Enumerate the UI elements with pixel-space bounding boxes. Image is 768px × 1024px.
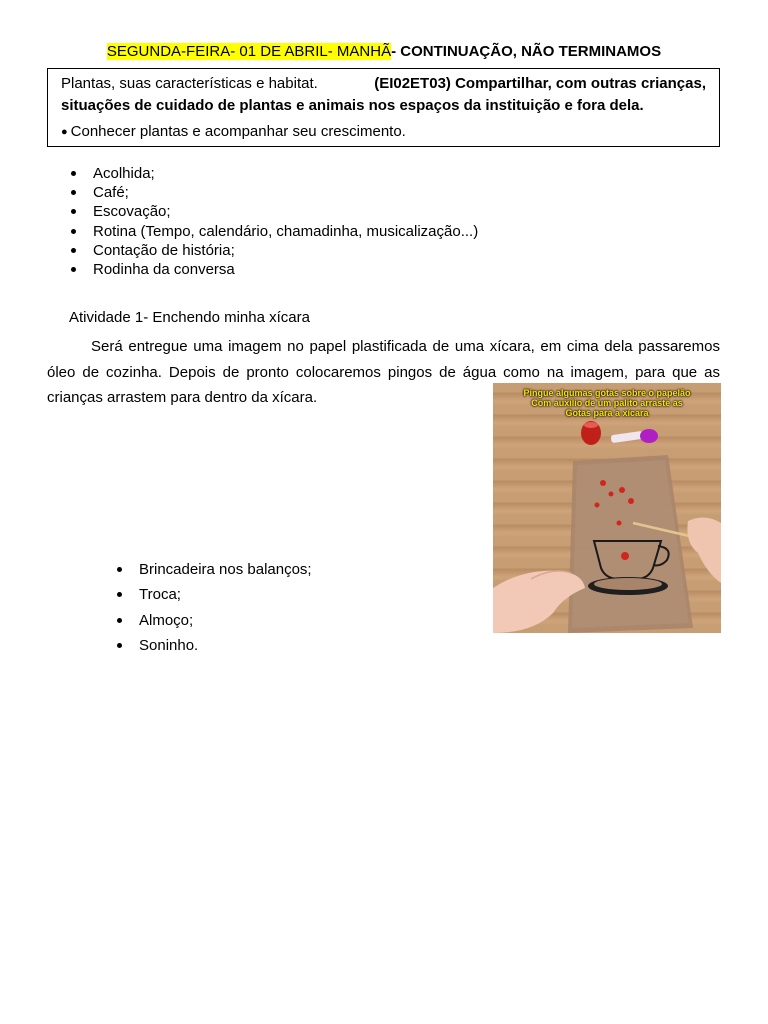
list-item: Rodinha da conversa — [47, 260, 478, 279]
list-item: Contação de história; — [47, 241, 478, 260]
activity-photo-illustration — [493, 383, 721, 633]
list-item: Acolhida; — [47, 164, 478, 183]
droplet — [617, 521, 622, 526]
list-item: Café; — [47, 183, 478, 202]
photo-caption-line-2: Com auxílio de um palito arraste as — [531, 398, 683, 408]
objective-intro: Plantas, suas características e habitat. — [61, 75, 318, 92]
title-date-highlight: SEGUNDA-FEIRA- 01 DE ABRIL- MANHÃ — [106, 43, 392, 60]
activity-title: Atividade 1- Enchendo minha xícara — [69, 309, 310, 326]
saucer-inner — [594, 578, 662, 590]
objective-bullet-text: Conhecer plantas e acompanhar seu crescimento. — [70, 123, 406, 140]
droplet — [595, 503, 600, 508]
droplet — [621, 552, 629, 560]
dropper-bulb — [640, 429, 658, 443]
afternoon-list — [93, 560, 312, 661]
objective-row-1 — [61, 73, 706, 95]
title-separator: - — [391, 43, 397, 60]
list-item: Rotina (Tempo, calendário, chamadinha, musicalização...) — [47, 222, 478, 241]
droplet — [600, 480, 606, 486]
objective-bullet — [61, 121, 706, 144]
photo-caption — [493, 388, 721, 418]
right-hand — [687, 517, 721, 583]
routine-list — [47, 164, 478, 279]
activity-photo — [493, 383, 721, 633]
activity-paragraph-text: Será entregue uma imagem no papel plastificada de uma xícara, em cima dela passaremos óleo de cozinha. Depois de pronto colocaremos pingos de água como na imagem, para que as crianças arrastem para dentro da xícara. — [47, 338, 720, 406]
list-item: Escovação; — [47, 202, 478, 221]
droplet — [619, 487, 625, 493]
page-title — [0, 42, 768, 62]
photo-caption-line-1: Pingue algumas gotas sobre o papelão — [523, 388, 691, 398]
paint-bottle-cap — [584, 422, 598, 428]
droplet — [628, 498, 634, 504]
dropper-tube — [611, 431, 644, 443]
list-item: Soninho. — [93, 636, 312, 661]
objective-code-line-end: situações de cuidado de plantas e animais nos espaços da instituição e fora dela. — [61, 97, 644, 114]
title-status: CONTINUAÇÃO, NÃO TERMINAMOS — [396, 43, 662, 60]
list-item: Brincadeira nos balanços; — [93, 560, 312, 585]
bullet-dot-icon: ● — [61, 126, 68, 138]
list-item: Troca; — [93, 585, 312, 610]
list-item: Almoço; — [93, 611, 312, 636]
objective-box — [47, 68, 720, 147]
photo-caption-line-3: Gotas para a xícara — [565, 408, 649, 418]
droplet — [609, 492, 614, 497]
objective-code-line: (EI02ET03) Compartilhar, com outras crianças, — [374, 75, 706, 92]
